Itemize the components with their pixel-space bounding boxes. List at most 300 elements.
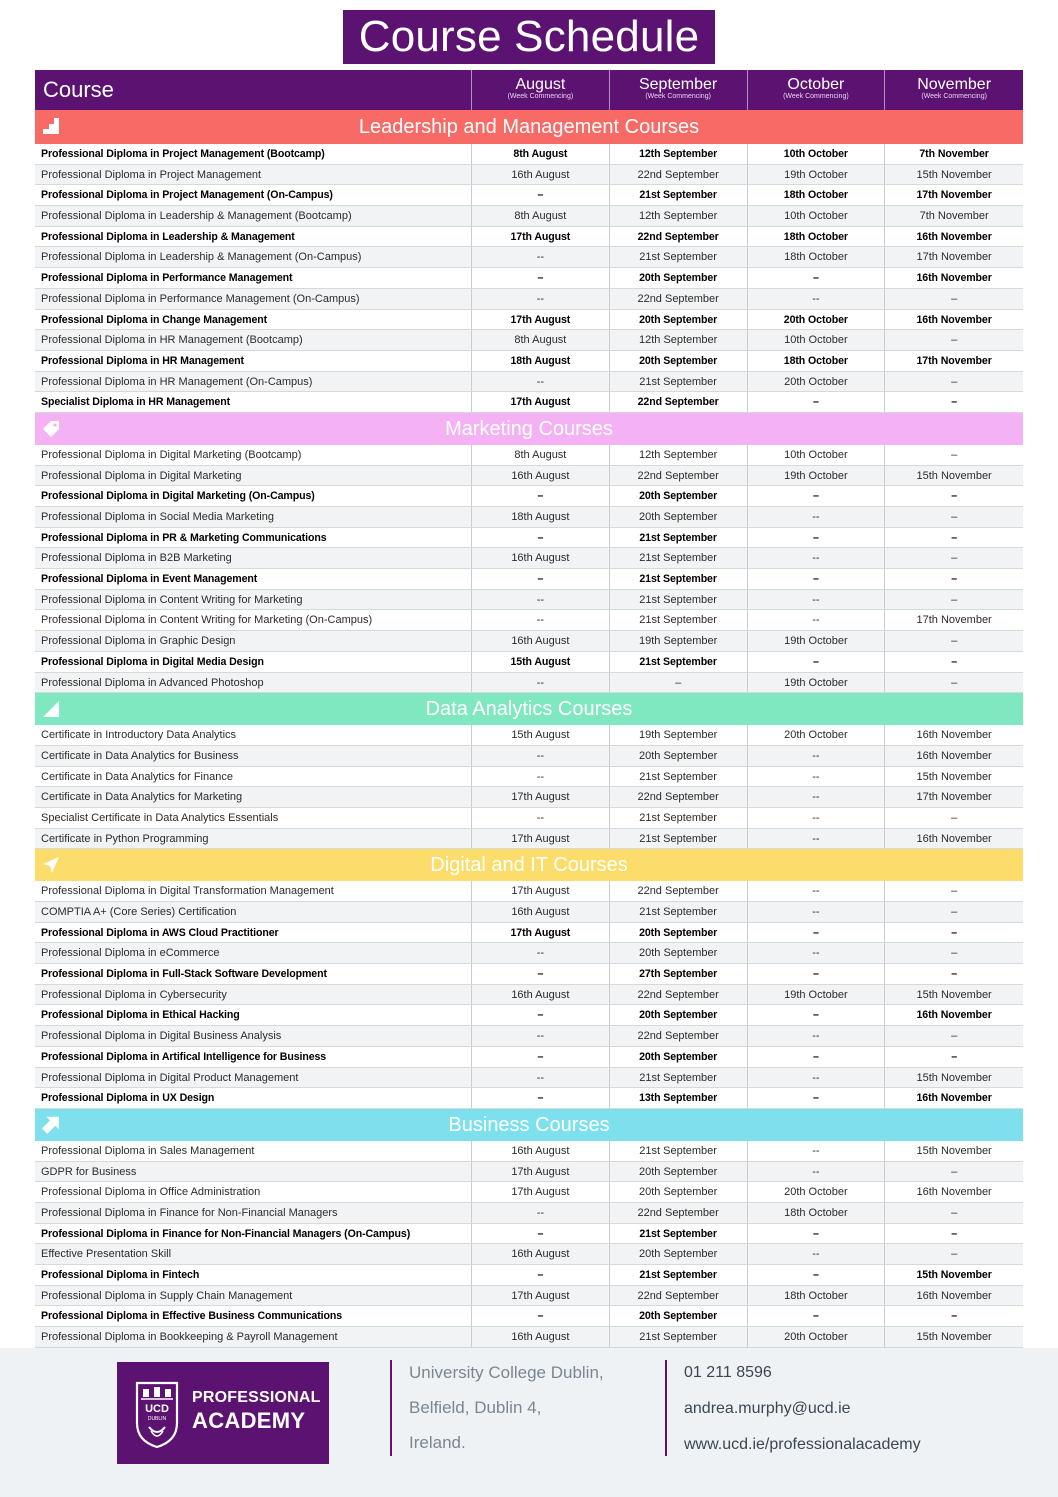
course-name: Professional Diploma in Bookkeeping & Payroll Management: [35, 1327, 472, 1347]
date-cell-nov: –: [951, 448, 958, 461]
table-row: [35, 144, 1023, 165]
course-name: Professional Diploma in Full-Stack Software Development: [35, 964, 472, 984]
date-cell-nov: 16th November: [916, 1186, 992, 1199]
footer: [0, 1348, 1058, 1497]
date-cell-aug: 17th August: [472, 227, 610, 247]
section-header-biz: [35, 1109, 1023, 1141]
date-cell-nov: 16th November: [916, 832, 992, 845]
table-row: [35, 392, 1023, 413]
date-cell-aug: --: [472, 590, 610, 610]
date-cell-aug: --: [472, 247, 610, 267]
table-row: [35, 206, 1023, 227]
date-cell-sep: 21st September: [610, 569, 748, 589]
date-cell-aug: --: [472, 289, 610, 309]
date-cell-sep: 21st September: [610, 1224, 748, 1244]
date-cell-oct: –: [748, 268, 886, 288]
date-cell-oct: 18th October: [748, 1286, 886, 1306]
date-cell-oct: –: [748, 569, 886, 589]
date-cell-oct: --: [748, 902, 886, 922]
date-cell-aug: 8th August: [472, 445, 610, 465]
table-row: [35, 1286, 1023, 1307]
date-cell-sep: 22nd September: [610, 881, 748, 901]
table-row: [35, 1162, 1023, 1183]
header-month-november: [885, 70, 1023, 110]
header-course: Course: [35, 70, 472, 110]
course-name: Certificate in Data Analytics for Business: [35, 746, 472, 766]
course-name: Professional Diploma in Digital Product Management: [35, 1068, 472, 1088]
table-row: [35, 829, 1023, 850]
date-cell-oct: --: [748, 507, 886, 527]
course-name: Professional Diploma in Graphic Design: [35, 631, 472, 651]
date-cell-oct: 10th October: [748, 206, 886, 226]
date-cell-aug: 17th August: [472, 923, 610, 943]
date-cell-aug: –: [472, 1224, 610, 1244]
course-name: Professional Diploma in Social Media Marketing: [35, 507, 472, 527]
table-row: [35, 548, 1023, 569]
date-cell-sep: 21st September: [610, 829, 748, 849]
table-row: [35, 808, 1023, 829]
table-row: [35, 330, 1023, 351]
date-cell-nov: 17th November: [916, 791, 992, 804]
website-link[interactable]: www.ucd.ie/professionalacademy: [684, 1436, 921, 1453]
date-cell-nov: 17th November: [916, 189, 992, 202]
date-cell-oct: 20th October: [748, 1182, 886, 1202]
table-row: [35, 631, 1023, 652]
section-title: Data Analytics Courses: [425, 698, 633, 721]
date-cell-sep: 22nd September: [610, 1026, 748, 1046]
date-cell-sep: 21st September: [610, 1327, 748, 1347]
email-link[interactable]: andrea.murphy@ucd.ie: [684, 1400, 851, 1417]
date-cell-sep: 12th September: [610, 206, 748, 226]
table-row: [35, 1203, 1023, 1224]
table-header: [35, 70, 1023, 110]
date-cell-oct: 10th October: [748, 144, 886, 164]
date-cell-aug: 18th August: [472, 507, 610, 527]
date-cell-nov: –: [951, 926, 958, 939]
section-rows-digit: [35, 881, 1023, 1109]
date-cell-sep: 21st September: [610, 1265, 748, 1285]
date-cell-nov: 17th November: [916, 354, 992, 367]
date-cell-oct: –: [748, 923, 886, 943]
date-cell-nov: –: [951, 1165, 958, 1178]
date-cell-sep: 20th September: [610, 1306, 748, 1326]
date-cell-oct: 19th October: [748, 165, 886, 185]
date-cell-oct: –: [748, 1005, 886, 1025]
date-cell-nov: –: [951, 676, 958, 689]
date-cell-nov: –: [951, 1248, 958, 1261]
date-cell-aug: 17th August: [472, 881, 610, 901]
course-name: Professional Diploma in eCommerce: [35, 943, 472, 963]
date-cell-aug: –: [472, 486, 610, 506]
date-cell-nov: –: [951, 593, 958, 606]
date-cell-oct: 18th October: [748, 185, 886, 205]
date-cell-oct: --: [748, 829, 886, 849]
date-cell-oct: –: [748, 964, 886, 984]
logo-line2: ACADEMY: [192, 1408, 306, 1433]
date-cell-aug: --: [472, 767, 610, 787]
date-cell-aug: 8th August: [472, 206, 610, 226]
date-cell-aug: 16th August: [472, 1141, 610, 1161]
date-cell-oct: 20th October: [748, 372, 886, 392]
page-title: Course Schedule: [343, 10, 715, 64]
table-row: [35, 1047, 1023, 1068]
date-cell-nov: –: [951, 1206, 958, 1219]
date-cell-nov: 16th November: [916, 1009, 992, 1022]
table-row: [35, 590, 1023, 611]
course-name: Professional Diploma in Change Management: [35, 310, 472, 330]
date-cell-aug: 18th August: [472, 351, 610, 371]
table-row: [35, 466, 1023, 487]
date-cell-aug: 16th August: [472, 466, 610, 486]
course-name: Professional Diploma in Leadership & Management: [35, 227, 472, 247]
section-title: Leadership and Management Courses: [358, 116, 700, 138]
date-cell-nov: –: [951, 906, 958, 918]
course-name: Professional Diploma in Finance for Non-Financial Managers (On-Campus): [35, 1224, 472, 1244]
date-cell-oct: --: [748, 1162, 886, 1182]
date-cell-aug: –: [472, 1265, 610, 1285]
table-row: [35, 1141, 1023, 1162]
month-name: October: [787, 76, 845, 93]
course-name: Professional Diploma in HR Management (On-Campus): [35, 372, 472, 392]
table-row: [35, 673, 1023, 694]
date-cell-aug: 16th August: [472, 165, 610, 185]
date-cell-sep: 27th September: [610, 964, 748, 984]
course-name: Professional Diploma in Office Administration: [35, 1182, 472, 1202]
date-cell-sep: 20th September: [610, 268, 748, 288]
course-name: Certificate in Data Analytics for Finance: [35, 767, 472, 787]
table-row: [35, 1327, 1023, 1348]
date-cell-aug: --: [472, 610, 610, 630]
date-cell-sep: 21st September: [610, 1141, 748, 1161]
table-row: [35, 985, 1023, 1006]
date-cell-sep: 19th September: [610, 631, 748, 651]
address-line: University College Dublin,: [409, 1363, 604, 1382]
date-cell-sep: 22nd September: [610, 1286, 748, 1306]
date-cell-aug: –: [472, 1306, 610, 1326]
date-cell-nov: –: [951, 531, 958, 544]
section-header-mkt: [35, 413, 1023, 445]
course-name: Certificate in Introductory Data Analytics: [35, 725, 472, 745]
course-name: Effective Presentation Skill: [35, 1244, 472, 1264]
date-cell-nov: –: [951, 334, 958, 347]
week-commencing-label: (Week Commencing): [645, 93, 711, 100]
date-cell-oct: --: [748, 610, 886, 630]
date-cell-oct: 20th October: [748, 725, 886, 745]
table-row: [35, 227, 1023, 248]
date-cell-aug: 8th August: [472, 330, 610, 350]
section-rows-mkt: [35, 445, 1023, 693]
date-cell-nov: 16th November: [916, 1289, 992, 1302]
date-cell-nov: 16th November: [916, 1092, 992, 1105]
date-cell-sep: 21st September: [610, 548, 748, 568]
date-cell-nov: –: [951, 396, 958, 409]
date-cell-nov: –: [951, 573, 958, 586]
date-cell-sep: 20th September: [610, 746, 748, 766]
date-cell-sep: 20th September: [610, 923, 748, 943]
course-name: Professional Diploma in PR & Marketing Communications: [35, 528, 472, 548]
table-row: [35, 1306, 1023, 1327]
date-cell-aug: –: [472, 964, 610, 984]
date-cell-oct: 18th October: [748, 227, 886, 247]
date-cell-oct: --: [748, 943, 886, 963]
date-cell-oct: –: [748, 486, 886, 506]
course-name: Professional Diploma in Fintech: [35, 1265, 472, 1285]
course-name: GDPR for Business: [35, 1162, 472, 1182]
date-cell-aug: --: [472, 372, 610, 392]
table-row: [35, 610, 1023, 631]
address-line: Belfield, Dublin 4,: [409, 1398, 542, 1417]
table-row: [35, 902, 1023, 923]
date-cell-sep: –: [610, 673, 748, 693]
table-row: [35, 787, 1023, 808]
course-name: Professional Diploma in Performance Management: [35, 268, 472, 288]
date-cell-aug: 16th August: [472, 1244, 610, 1264]
date-cell-sep: 20th September: [610, 507, 748, 527]
course-name: Professional Diploma in Digital Marketing (Bootcamp): [35, 445, 472, 465]
date-cell-aug: –: [472, 268, 610, 288]
course-name: Professional Diploma in Digital Media Design: [35, 652, 472, 672]
date-cell-nov: 17th November: [916, 614, 992, 627]
date-cell-nov: –: [951, 811, 958, 824]
course-name: Specialist Diploma in HR Management: [35, 392, 472, 412]
date-cell-nov: 15th November: [916, 1269, 992, 1281]
date-cell-oct: --: [748, 746, 886, 766]
svg-text:DUBLIN: DUBLIN: [147, 1416, 167, 1422]
date-cell-sep: 22nd September: [610, 165, 748, 185]
course-name: Professional Diploma in Content Writing for Marketing (On-Campus): [35, 610, 472, 630]
week-commencing-label: (Week Commencing): [921, 93, 987, 100]
date-cell-aug: 17th August: [472, 787, 610, 807]
course-name: Professional Diploma in Leadership & Management (On-Campus): [35, 247, 472, 267]
date-cell-aug: 16th August: [472, 1327, 610, 1347]
section-title: Digital and IT Courses: [430, 854, 628, 877]
date-cell-sep: 22nd September: [610, 787, 748, 807]
date-cell-nov: 7th November: [919, 148, 989, 160]
date-cell-sep: 22nd September: [610, 227, 748, 247]
section-header-data: [35, 693, 1023, 725]
section-title: Business Courses: [448, 1113, 610, 1136]
date-cell-aug: --: [472, 943, 610, 963]
date-cell-aug: 17th August: [472, 1286, 610, 1306]
date-cell-oct: 19th October: [748, 631, 886, 651]
section-header-lead: [35, 110, 1023, 144]
sections: [35, 110, 1023, 1348]
course-name: Professional Diploma in Advanced Photoshop: [35, 673, 472, 693]
table-row: [35, 1265, 1023, 1286]
course-name: COMPTIA A+ (Core Series) Certification: [35, 902, 472, 922]
date-cell-oct: –: [748, 652, 886, 672]
table-row: [35, 1244, 1023, 1265]
course-name: Professional Diploma in HR Management (Bootcamp): [35, 330, 472, 350]
table-row: [35, 1224, 1023, 1245]
course-name: Professional Diploma in Effective Business Communications: [35, 1306, 472, 1326]
date-cell-sep: 22nd September: [610, 985, 748, 1005]
course-name: Professional Diploma in Digital Transformation Management: [35, 881, 472, 901]
title-wrap: [0, 10, 1058, 64]
date-cell-nov: –: [951, 375, 958, 388]
date-cell-aug: --: [472, 746, 610, 766]
course-name: Professional Diploma in Sales Management: [35, 1141, 472, 1161]
course-name: Professional Diploma in Project Management (Bootcamp): [35, 144, 472, 164]
table-row: [35, 1182, 1023, 1203]
date-cell-aug: 16th August: [472, 548, 610, 568]
section-title: Marketing Courses: [445, 417, 613, 440]
date-cell-aug: 16th August: [472, 985, 610, 1005]
date-cell-nov: –: [951, 552, 958, 565]
date-cell-nov: 16th November: [916, 313, 992, 326]
contact-block: [684, 1355, 921, 1463]
date-cell-sep: 19th September: [610, 725, 748, 745]
table-row: [35, 1068, 1023, 1089]
section-header-digit: [35, 849, 1023, 881]
course-name: Professional Diploma in Ethical Hacking: [35, 1005, 472, 1025]
date-cell-nov: –: [951, 292, 958, 305]
date-cell-aug: –: [472, 1047, 610, 1067]
table-row: [35, 268, 1023, 289]
table-row: [35, 486, 1023, 507]
date-cell-oct: –: [748, 1088, 886, 1108]
table-row: [35, 1026, 1023, 1047]
divider: [665, 1360, 667, 1456]
date-cell-sep: 22nd September: [610, 1203, 748, 1223]
date-cell-oct: –: [748, 1224, 886, 1244]
date-cell-aug: –: [472, 185, 610, 205]
date-cell-oct: 20th October: [748, 1327, 886, 1347]
course-name: Professional Diploma in Artifical Intelligence for Business: [35, 1047, 472, 1067]
section-rows-lead: [35, 144, 1023, 413]
table-row: [35, 507, 1023, 528]
date-cell-sep: 12th September: [610, 445, 748, 465]
date-cell-sep: 21st September: [610, 528, 748, 548]
date-cell-sep: 21st September: [610, 902, 748, 922]
course-name: Professional Diploma in Finance for Non-Financial Managers: [35, 1203, 472, 1223]
date-cell-sep: 21st September: [610, 652, 748, 672]
date-cell-oct: –: [748, 392, 886, 412]
date-cell-nov: 16th November: [916, 749, 992, 762]
date-cell-nov: –: [951, 1030, 958, 1043]
date-cell-sep: 21st September: [610, 610, 748, 630]
date-cell-sep: 20th September: [610, 351, 748, 371]
table-row: [35, 372, 1023, 393]
date-cell-nov: 15th November: [916, 168, 992, 181]
date-cell-oct: --: [748, 1068, 886, 1088]
course-name: Certificate in Data Analytics for Marketing: [35, 787, 472, 807]
schedule-table: [35, 70, 1023, 1348]
date-cell-sep: 20th September: [610, 1244, 748, 1264]
date-cell-nov: –: [951, 635, 958, 648]
date-cell-nov: 15th November: [916, 988, 992, 1001]
date-cell-sep: 12th September: [610, 330, 748, 350]
date-cell-sep: 20th September: [610, 310, 748, 330]
section-rows-data: [35, 725, 1023, 849]
date-cell-aug: 17th August: [472, 1162, 610, 1182]
date-cell-oct: 10th October: [748, 445, 886, 465]
date-cell-nov: –: [951, 885, 958, 898]
date-cell-sep: 21st September: [610, 767, 748, 787]
date-cell-aug: 15th August: [472, 652, 610, 672]
course-name: Professional Diploma in B2B Marketing: [35, 548, 472, 568]
date-cell-nov: 16th November: [916, 729, 992, 742]
svg-text:UCD: UCD: [145, 1403, 169, 1415]
course-name: Professional Diploma in Digital Business Analysis: [35, 1026, 472, 1046]
table-row: [35, 1088, 1023, 1109]
date-cell-sep: 22nd September: [610, 392, 748, 412]
course-name: Professional Diploma in Digital Marketing (On-Campus): [35, 486, 472, 506]
course-name: Professional Diploma in UX Design: [35, 1088, 472, 1108]
table-row: [35, 165, 1023, 186]
table-row: [35, 767, 1023, 788]
date-cell-oct: --: [748, 1026, 886, 1046]
table-row: [35, 746, 1023, 767]
date-cell-nov: 16th November: [916, 272, 992, 285]
date-cell-nov: 15th November: [916, 1071, 992, 1084]
date-cell-aug: –: [472, 569, 610, 589]
date-cell-sep: 21st September: [610, 185, 748, 205]
date-cell-oct: --: [748, 1244, 886, 1264]
table-row: [35, 310, 1023, 331]
date-cell-nov: 16th November: [916, 230, 992, 243]
date-cell-oct: --: [748, 881, 886, 901]
table-row: [35, 652, 1023, 673]
course-name: Professional Diploma in Content Writing for Marketing: [35, 590, 472, 610]
table-row: [35, 1005, 1023, 1026]
date-cell-sep: 20th September: [610, 943, 748, 963]
date-cell-nov: –: [951, 511, 958, 523]
course-name: Professional Diploma in Cybersecurity: [35, 985, 472, 1005]
table-row: [35, 964, 1023, 985]
ucd-crest-icon: [133, 1379, 181, 1449]
course-name: Professional Diploma in Event Management: [35, 569, 472, 589]
date-cell-oct: --: [748, 808, 886, 828]
date-cell-oct: 18th October: [748, 1203, 886, 1223]
course-name: Professional Diploma in Performance Management (On-Campus): [35, 289, 472, 309]
date-cell-nov: 15th November: [916, 770, 992, 783]
course-name: Professional Diploma in Leadership & Management (Bootcamp): [35, 206, 472, 226]
date-cell-oct: 10th October: [748, 330, 886, 350]
ucd-professional-academy-logo: [117, 1362, 329, 1464]
date-cell-oct: --: [748, 767, 886, 787]
course-name: Professional Diploma in Supply Chain Management: [35, 1286, 472, 1306]
date-cell-oct: --: [748, 787, 886, 807]
date-cell-oct: 18th October: [748, 247, 886, 267]
header-month-august: [472, 70, 610, 110]
month-name: November: [917, 76, 992, 93]
date-cell-aug: --: [472, 1203, 610, 1223]
date-cell-nov: –: [951, 1227, 958, 1240]
date-cell-aug: 16th August: [472, 902, 610, 922]
date-cell-sep: 20th September: [610, 486, 748, 506]
date-cell-oct: 18th October: [748, 351, 886, 371]
date-cell-aug: 17th August: [472, 310, 610, 330]
table-row: [35, 445, 1023, 466]
date-cell-oct: –: [748, 528, 886, 548]
table-row: [35, 528, 1023, 549]
date-cell-nov: 15th November: [916, 469, 992, 482]
date-cell-sep: 12th September: [610, 144, 748, 164]
date-cell-nov: 7th November: [919, 210, 989, 223]
date-cell-aug: –: [472, 528, 610, 548]
table-row: [35, 351, 1023, 372]
phone-number[interactable]: 01 211 8596: [684, 1364, 772, 1381]
course-name: Professional Diploma in Project Management: [35, 165, 472, 185]
date-cell-sep: 20th September: [610, 1162, 748, 1182]
table-row: [35, 881, 1023, 902]
date-cell-aug: 8th August: [472, 144, 610, 164]
date-cell-sep: 21st September: [610, 808, 748, 828]
date-cell-nov: –: [951, 655, 958, 668]
date-cell-nov: –: [951, 1310, 958, 1323]
date-cell-sep: 20th September: [610, 1182, 748, 1202]
